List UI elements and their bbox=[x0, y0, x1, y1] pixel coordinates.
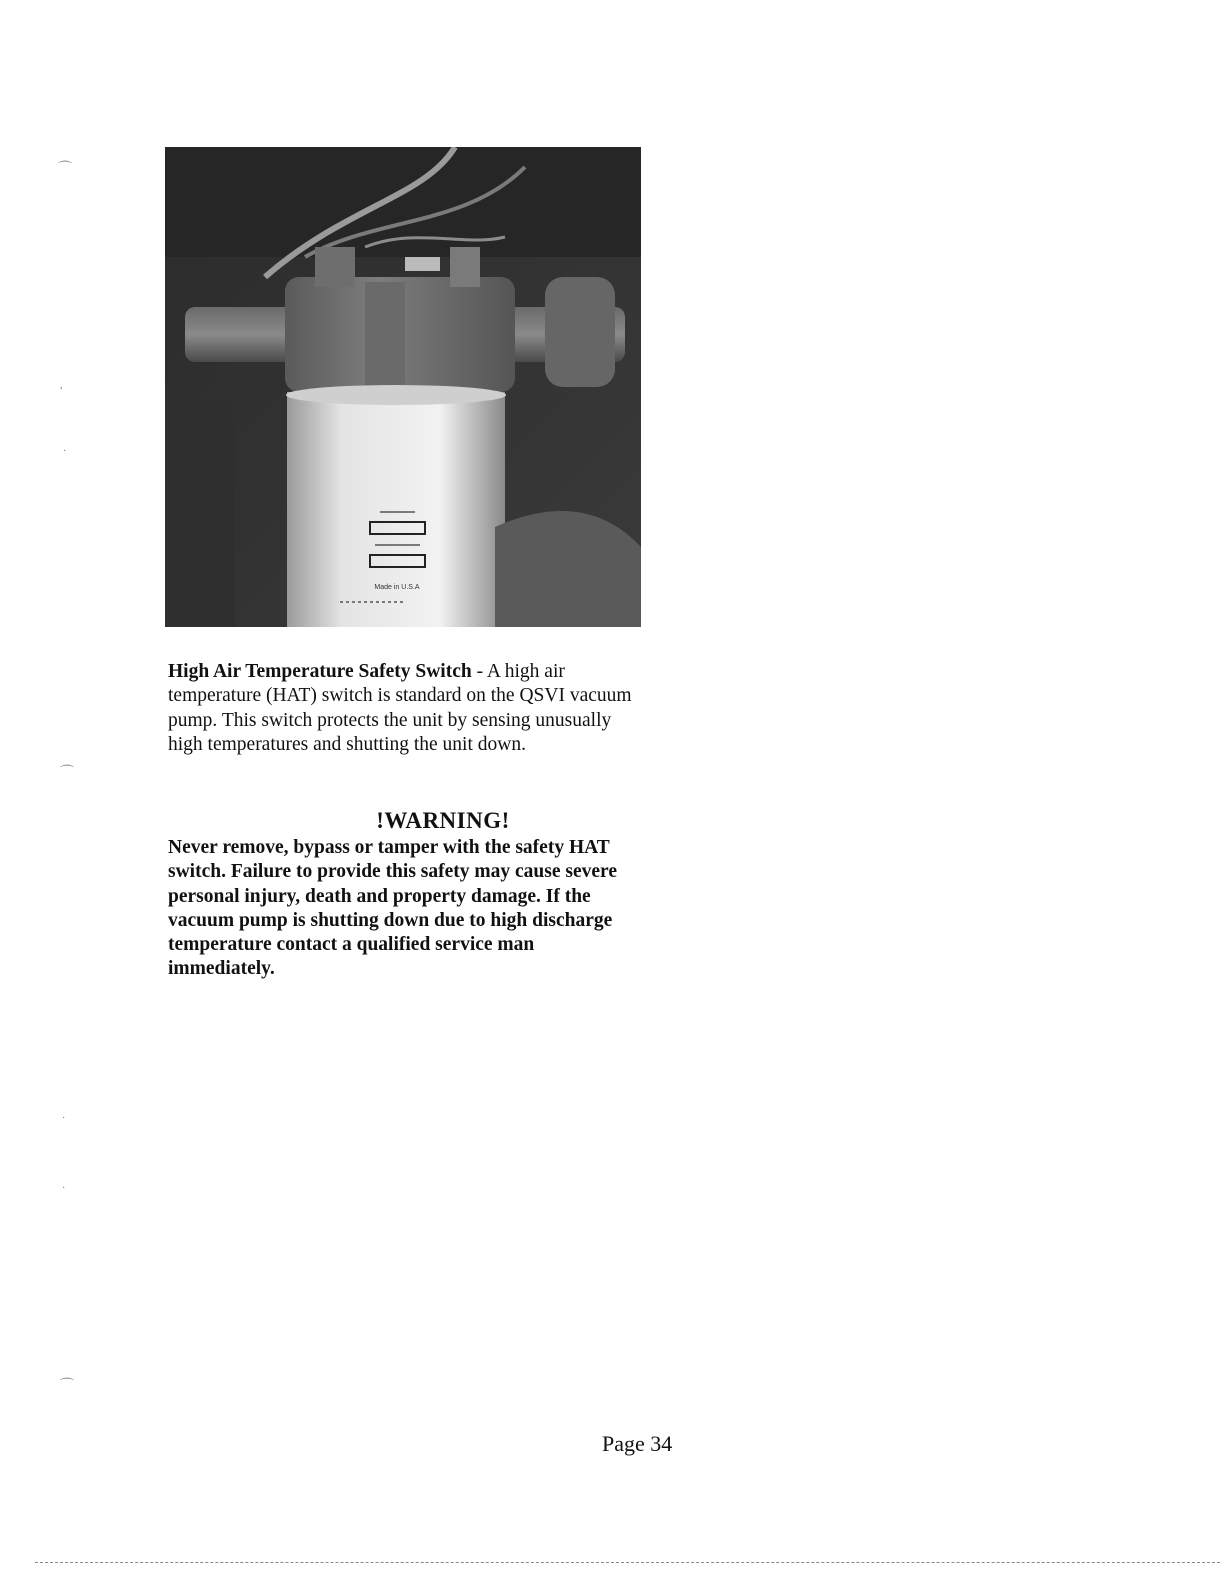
margin-mark: · bbox=[63, 446, 67, 457]
section-body: - A high air temperature (HAT) switch is standard on the QSVI vacuum pump. This switch protects the unit by sensing unusually high temperatures and shutting the unit down. bbox=[168, 661, 632, 755]
margin-mark: ⌒ bbox=[58, 162, 72, 177]
bowl-label-text: Made in U.S.A bbox=[374, 584, 420, 591]
margin-mark: ⌒ bbox=[60, 766, 74, 781]
margin-mark: , bbox=[60, 380, 63, 391]
section-paragraph bbox=[168, 660, 638, 757]
section-heading: High Air Temperature Safety Switch bbox=[168, 661, 472, 682]
warning-body: Never remove, bypass or tamper with the safety HAT switch. Failure to provide this safety may cause severe personal injury, death and property damage. If the vacuum pump is shutting down due to high discharge temperature contact a qualified service man immediately. bbox=[168, 837, 617, 980]
margin-mark: ⌒ bbox=[60, 1379, 74, 1394]
margin-mark: · bbox=[62, 1183, 66, 1194]
warning-title: !WARNING! bbox=[376, 808, 510, 833]
bottom-divider bbox=[35, 1562, 1220, 1563]
filter-housing-photo bbox=[165, 147, 641, 627]
margin-mark: · bbox=[62, 1113, 66, 1124]
page-number: Page 34 bbox=[602, 1431, 673, 1456]
